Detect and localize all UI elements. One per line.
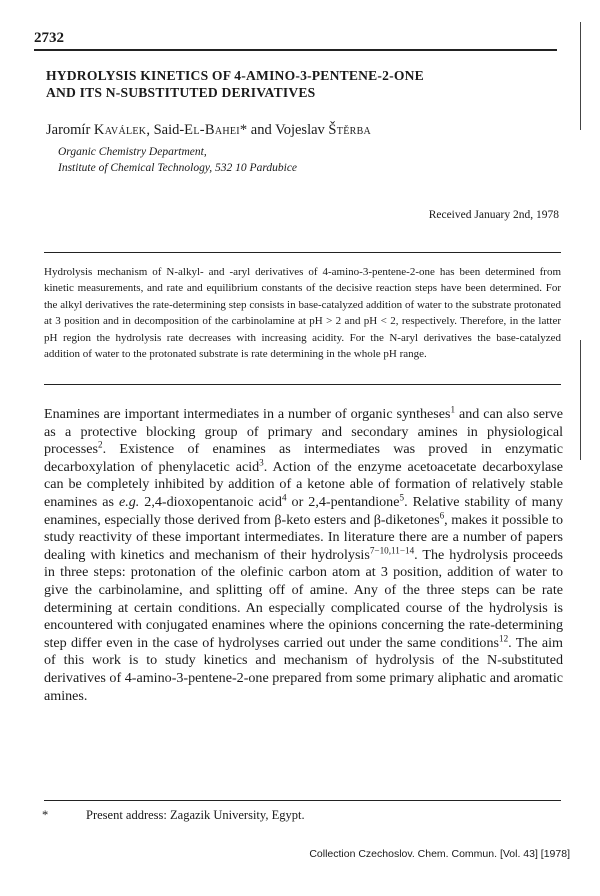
body-text: Enamines are important intermediates in a number of organic syntheses xyxy=(44,406,451,422)
author-sep-1: , xyxy=(146,122,154,138)
affiliation-line-2: Institute of Chemical Technology, 532 10 Pardubice xyxy=(58,162,298,174)
citation-ref: 5 xyxy=(399,492,405,503)
author-1-last: Kaválek xyxy=(93,122,147,138)
body-text: . Existence of enamines as intermediates was proved in enzymatic decarboxylation of phenylacetic acid xyxy=(44,441,563,475)
body-text: and can also serve as a protective blocking group of primary and secondary amines in physiological processes xyxy=(44,406,563,458)
author-2-first: Said- xyxy=(153,122,185,138)
citation-ref: 4 xyxy=(281,492,287,503)
author-2-last: El-Bahei xyxy=(184,122,240,138)
footnote xyxy=(42,808,305,823)
citation-ref: 12 xyxy=(499,633,509,644)
citation-ref: 1 xyxy=(450,404,456,415)
page-edge-line-lower xyxy=(580,340,581,460)
citation-ref: 7−10,11−14 xyxy=(369,545,415,556)
author-3-last: Štěrba xyxy=(328,122,372,138)
affiliation xyxy=(58,144,558,176)
footnote-mark: * xyxy=(42,808,49,822)
author-3-first: Vojeslav xyxy=(275,122,329,138)
footnote-text: Present address: Zagazik University, Egypt. xyxy=(86,808,305,822)
author-1-first: Jaromír xyxy=(46,122,94,138)
body-text: . Action of the enzyme acetoacetate decarboxylase can be completely inhibited by addition of a ketone able of formation of relatively stable enamines as xyxy=(44,458,563,510)
title-line-2: AND ITS N-SUBSTITUTED DERIVATIVES xyxy=(46,85,316,100)
abstract-top-rule xyxy=(44,252,561,253)
affiliation-line-1: Organic Chemistry Department, xyxy=(58,146,207,158)
article-title xyxy=(46,67,566,101)
body-text: . The aim of this work is to study kinetics and mechanism of hydrolysis of the N-substituted derivatives of 4-amino-3-pentene-2-one prepared from some primary aliphatic and aromatic amines. xyxy=(44,634,563,704)
citation-ref: 6 xyxy=(439,509,445,520)
body-paragraph xyxy=(44,406,563,705)
citation-ref: 3 xyxy=(259,457,264,468)
abstract: Hydrolysis mechanism of N-alkyl- and -aryl derivatives of 4-amino-3-pentene-2-one has been determined from kinetic measurements, and rate and equilibrium constants of the decisive reaction steps have been determined. For the alkyl derivatives the rate-determining step consists in base-catalyzed addition of water to the substrate protonated at 3 position and in decomposition of the carbinolamine at pH > 2 and pH < 2, respectively. Therefore, in the latter pH region the hydrolysis rate decreases with increasing acidity. For the N-aryl derivatives the base-catalyzed addition of water to the protonated substrate is rate determining in the whole pH range. xyxy=(44,266,561,361)
header-rule xyxy=(34,49,557,51)
author-sep-2: and xyxy=(247,122,276,138)
title-line-1: HYDROLYSIS KINETICS OF 4-AMINO-3-PENTENE-2-ONE xyxy=(46,68,424,83)
abstract-bottom-rule xyxy=(44,384,561,385)
page-number: 2732 xyxy=(34,30,64,46)
body-text: . The hydrolysis proceeds in three steps: protonation of the olefinic carbon atom at 3 position, addition of water to give the carbinolamine, and splitting off of amine. Any of the three steps can be rate determining at certain conditions. An especially complicated course of the hydrolysis is encountered with conjugated enamines where the opinions concerning the rate-determining step differ even in the case of hydrolyses carried out under the same conditions xyxy=(44,546,563,651)
page-edge-line xyxy=(580,22,581,130)
body-text: , makes it possible to study reactivity of these important intermediates. In literature there are a number of papers dealing with kinetics and mechanism of their hydrolysis xyxy=(44,511,563,563)
journal-citation-footer: Collection Czechoslov. Chem. Commun. [Vol. 43] [1978] xyxy=(309,848,570,860)
body-italic-eg: e.g. xyxy=(118,493,140,510)
citation-ref: 2 xyxy=(98,439,103,450)
author-list xyxy=(46,121,566,139)
footnote-rule xyxy=(44,800,561,801)
body-text: or 2,4-pentandione xyxy=(286,493,400,510)
body-text: . Relative stability of many enamines, especially those derived from β-keto esters and β-diketones xyxy=(44,493,563,528)
body-text: 2,4-dioxopentanoic acid xyxy=(139,493,282,510)
author-2-footnote-mark: * xyxy=(239,122,248,138)
received-date: Received January 2nd, 1978 xyxy=(428,209,559,221)
